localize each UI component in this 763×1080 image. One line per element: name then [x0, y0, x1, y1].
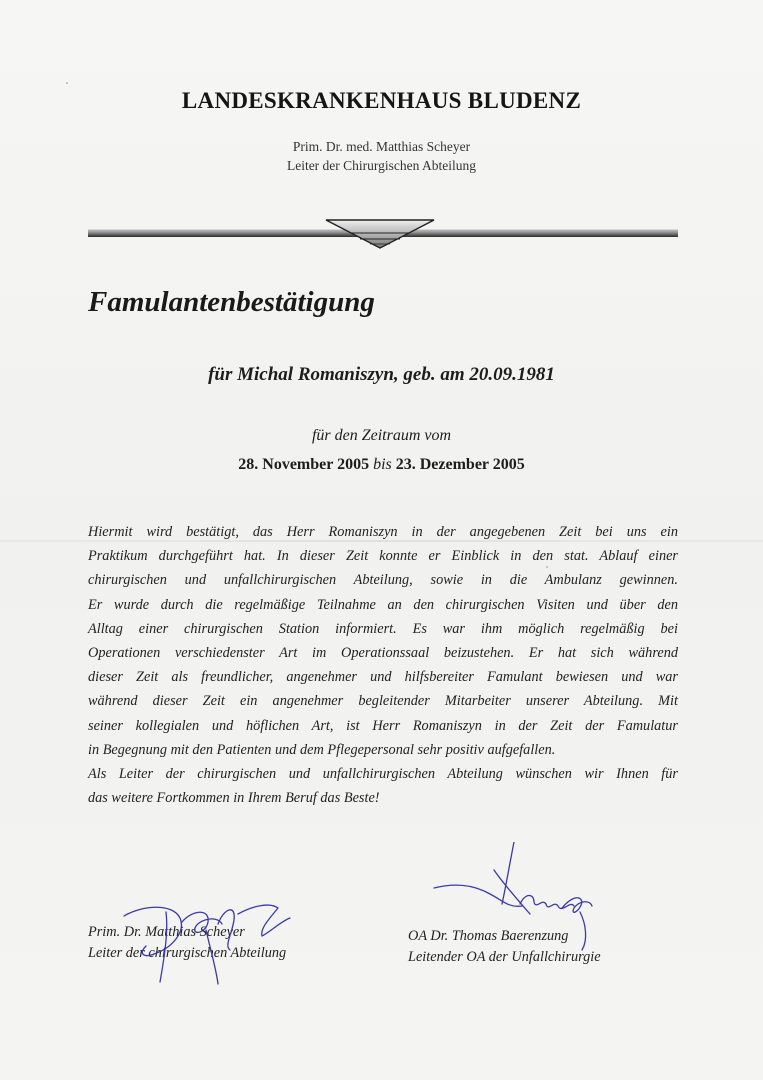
body-text [88, 520, 678, 810]
right-signatory-role: Leitender OA der Unfallchirurgie [408, 949, 601, 965]
body-line: in Begegnung mit den Patienten und dem Pflegepersonal sehr positiv aufgefallen. [88, 741, 556, 758]
date-to: 23. Dezember 2005 [395, 456, 525, 473]
body-line: Er wurde durch die regelmäßige Teilnahme an den chirurgischen Visiten und über den [88, 596, 678, 613]
date-from: 28. November 2005 [238, 456, 370, 473]
body-line: Hiermit wird bestätigt, das Herr Romaniszyn in der angegebenen Zeit bei uns ein [88, 524, 678, 540]
letterhead-rule [88, 212, 678, 252]
body-line: seiner kollegialen und höflichen Art, ist Herr Romaniszyn in der Zeit der Famulatur [88, 717, 678, 734]
body-line: chirurgischen und unfallchirurgischen Abteilung, sowie in die Ambulanz gewinnen. [88, 572, 678, 589]
body-line: Alltag einer chirurgischen Station informiert. Es war ihm möglich regelmäßig bei [88, 620, 678, 637]
body-line: Operationen verschiedenster Art im Operationssaal beizustehen. Er hat sich während [88, 644, 678, 661]
date-range [0, 456, 763, 474]
body-line: Praktikum durchgeführt hat. In dieser Zeit konnte er Einblick in den stat. Ablauf einer [88, 548, 678, 565]
body-line: das weitere Fortkommen in Ihrem Beruf das Beste! [88, 790, 380, 807]
body-line: während dieser Zeit ein angenehmer begleitender Mitarbeiter unserer Abteilung. Mit [88, 693, 678, 710]
left-signatory-name: Prim. Dr. Matthias Scheyer [88, 924, 245, 940]
right-signatory-name: OA Dr. Thomas Baerenzung [408, 928, 569, 944]
date-separator: bis [373, 456, 392, 473]
paper-speck [66, 82, 68, 84]
body-line: dieser Zeit als freundlicher, angenehmer und hilfsbereiter Famulant bewiesen und war [88, 669, 678, 686]
left-signatory-role: Leiter der chirurgischen Abteilung [88, 945, 287, 961]
head-physician: Prim. Dr. med. Matthias Scheyer [292, 139, 471, 154]
period-label: für den Zeitraum vom [311, 427, 452, 444]
document-title: Famulantenbestätigung [88, 286, 375, 318]
student-line: für Michal Romaniszyn, geb. am 20.09.1981 [208, 364, 555, 385]
hospital-name: LANDESKRANKENHAUS BLUDENZ [181, 88, 582, 113]
right-signatory [408, 926, 601, 968]
department-title: Leiter der Chirurgischen Abteilung [286, 158, 477, 173]
left-signatory [88, 922, 286, 964]
body-line: Als Leiter der chirurgischen und unfallchirurgischen Abteilung wünschen wir Ihnen für [88, 765, 678, 782]
